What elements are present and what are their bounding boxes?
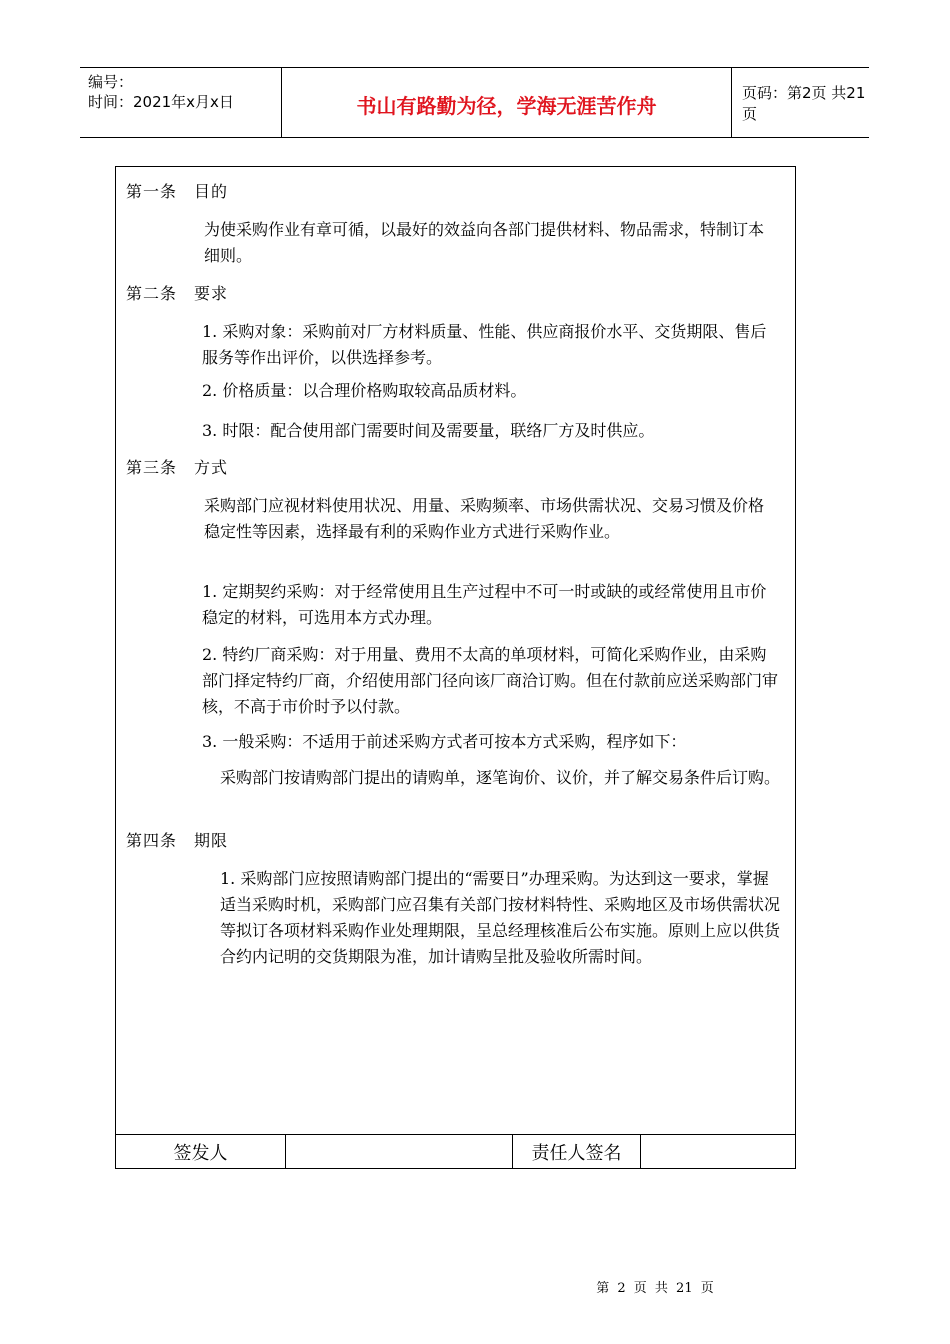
signature-row	[116, 1134, 795, 1169]
header-motto: 书山有路勤为径，学海无涯苦作舟	[282, 68, 732, 137]
document-table	[115, 166, 796, 1169]
section-3-paragraph: 采购部门应视材料使用状况、用量、采购频率、市场供需状况、交易习惯及价格稳定性等因素，选择最有利的采购作业方式进行采购作业。	[204, 496, 765, 541]
section-3-item-3: 3. 一般采购：不适用于前述采购方式者可按本方式采购，程序如下：	[202, 732, 687, 751]
section-1-paragraph: 为使采购作业有章可循，以最好的效益向各部门提供材料、物品需求，特制订本细则。	[204, 220, 765, 265]
issuer-field[interactable]	[286, 1135, 513, 1169]
responsible-signature-label: 责任人签名	[513, 1135, 641, 1169]
page-header	[80, 67, 869, 138]
section-1-heading: 第一条 目的	[126, 182, 229, 201]
section-2-item-2: 2. 价格质量：以合理价格购取较高品质材料。	[202, 381, 527, 400]
section-3-item-2: 2. 特约厂商采购：对于用量、费用不太高的单项材料，可简化采购作业，由采购部门择定特约厂商，介绍使用部门径向该厂商洽订购。但在付款前应送采购部门审核，不高于市价时予以付款。	[202, 645, 779, 716]
number-label: 编号：	[88, 73, 134, 91]
section-2-item-3: 3. 时限：配合使用部门需要时间及需要量，联络厂方及时供应。	[202, 421, 655, 440]
section-4-item-1: 1. 采购部门应按照请购部门提出的“需要日”办理采购。为达到这一要求，掌握适当采购时机，采购部门应召集有关部门按材料特性、采购地区及市场供需状况等拟订各项材料采购作业处理期限，呈总经理核准后公布实施。原则上应以供货合约内记明的交货期限为准，加计请购呈批及验收所需时间。	[220, 869, 781, 966]
header-page-label: 页码：第2页 共21页	[742, 83, 866, 123]
time-label: 时间：2021年x月x日	[88, 93, 234, 111]
section-4-heading: 第四条 期限	[126, 831, 229, 850]
section-3-item-3-detail: 采购部门按请购部门提出的请购单，逐笔询价、议价，并了解交易条件后订购。	[220, 768, 781, 787]
issuer-label: 签发人	[116, 1135, 286, 1169]
section-2-item-1: 1. 采购对象：采购前对厂方材料质量、性能、供应商报价水平、交货期限、售后服务等作出评价，以供选择参考。	[202, 322, 767, 367]
document-body	[116, 167, 795, 1134]
page-footer: 第 2 页 共 21 页	[596, 1281, 714, 1296]
section-3-heading: 第三条 方式	[126, 458, 229, 477]
header-meta	[80, 68, 282, 137]
section-2-heading: 第二条 要求	[126, 284, 229, 303]
section-3-item-1: 1. 定期契约采购：对于经常使用且生产过程中不可一时或缺的或经常使用且市价稳定的材料，可选用本方式办理。	[202, 582, 767, 627]
responsible-signature-field[interactable]	[641, 1135, 795, 1169]
